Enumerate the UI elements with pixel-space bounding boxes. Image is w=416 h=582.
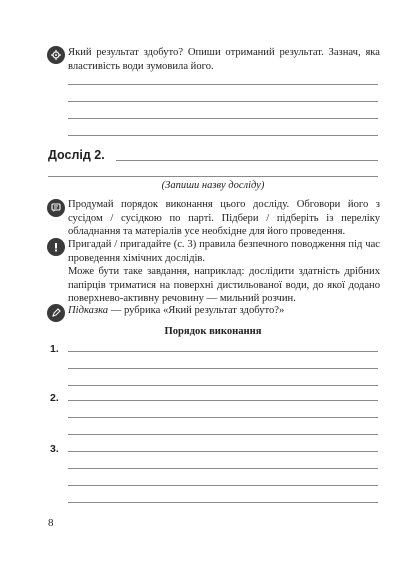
step-line[interactable]	[68, 502, 378, 503]
answer-line[interactable]	[68, 135, 378, 136]
step-line[interactable]	[68, 417, 378, 418]
experiment-title-line[interactable]	[116, 160, 378, 161]
step-number: 1.	[50, 343, 59, 355]
step-number: 3.	[50, 443, 59, 455]
step-line[interactable]	[68, 400, 378, 401]
step-number: 2.	[50, 392, 59, 404]
discussion-icon	[47, 199, 65, 217]
step-line[interactable]	[68, 385, 378, 386]
answer-line[interactable]	[68, 101, 378, 102]
hint-body: — рубрика «Який результат здобуто?»	[108, 305, 285, 316]
exclamation-icon	[47, 238, 65, 256]
question-text: Який результат здобуто? Опиши отриманий результат. Зазнач, яка властивість води зумовила його.	[68, 47, 380, 72]
pencil-hint-icon	[47, 304, 65, 322]
answer-line[interactable]	[68, 84, 378, 85]
step-line[interactable]	[68, 468, 378, 469]
hint-label: Підказка	[68, 305, 109, 316]
safety-text: Пригадай / пригадайте (с. 3) правила безпечного поводження під час проведення хімічних дослідів.	[68, 239, 380, 264]
hint-text	[68, 304, 380, 318]
answer-line[interactable]	[68, 118, 378, 119]
step-line[interactable]	[68, 368, 378, 369]
step-line[interactable]	[68, 351, 378, 352]
page-number: 8	[48, 517, 54, 529]
experiment-caption: (Запиши назву досліду)	[161, 180, 265, 191]
experiment-heading: Дослід 2.	[48, 148, 105, 162]
procedure-title: Порядок виконання	[164, 326, 262, 337]
step-line[interactable]	[68, 485, 378, 486]
experiment-title-line[interactable]	[48, 176, 378, 177]
step-line[interactable]	[68, 451, 378, 452]
instruction-text: Продумай порядок виконання цього досліду. Обговори його з сусідом / сусідкою по парті. Підбери / підберіть із переліку обладнання та матеріалів усе необхідне для його проведення.	[68, 199, 380, 238]
brain-gears-icon	[47, 46, 65, 64]
step-line[interactable]	[68, 434, 378, 435]
example-text: Може бути таке завдання, наприклад: дослідити здатність дрібних папірців триматися на поверхні дистильованої води, до якої додано поверхнево-активну речовину — мильний розчин.	[68, 266, 380, 305]
